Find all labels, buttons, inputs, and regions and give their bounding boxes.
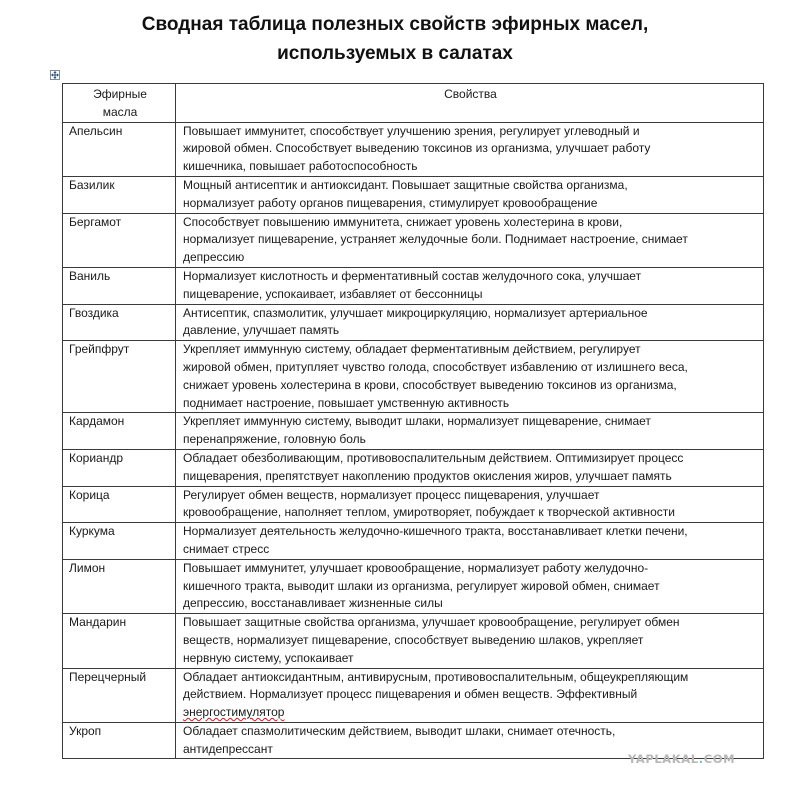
- properties-line: Повышает иммунитет, улучшает кровообращение, нормализует работу желудочно-: [183, 560, 649, 575]
- properties-line: кишечного тракта, выводит шлаки из организма, регулирует жировой обмен, снимает: [183, 578, 660, 593]
- properties-line: кишечника, повышает работоспособность: [183, 159, 418, 174]
- properties-line: давление, улучшает память: [183, 323, 340, 338]
- properties-line: нервную систему, успокаивает: [183, 650, 354, 665]
- properties-line: Антисептик, спазмолитик, улучшает микроциркуляцию, нормализует артериальное: [183, 305, 648, 320]
- watermark-text-2: COM: [703, 752, 736, 766]
- oil-name-cell: [63, 722, 176, 759]
- properties-line: жировой обмен. Способствует выведению токсинов из организма, улучшает работу: [183, 141, 651, 156]
- oil-name: Корица: [69, 487, 110, 502]
- oil-name-cell: [63, 176, 176, 213]
- properties-line: антидепрессант: [183, 741, 273, 756]
- properties-line: действием. Нормализует процесс пищеварения и обмен веществ. Эффективный: [183, 687, 638, 702]
- properties-line: Мощный антисептик и антиоксидант. Повышает защитные свойства организма,: [183, 177, 628, 192]
- properties-cell: [176, 176, 764, 213]
- oil-name-cell: [63, 122, 176, 176]
- table-row: [63, 668, 764, 722]
- properties-cell: [176, 413, 764, 450]
- oil-name: Базилик: [69, 177, 115, 192]
- properties-line: [183, 704, 755, 722]
- oil-name: Гвоздика: [69, 305, 119, 320]
- properties-line: Способствует повышению иммунитета, снижает уровень холестерина в крови,: [183, 214, 623, 229]
- properties-line: Повышает иммунитет, способствует улучшению зрения, регулирует углеводный и: [183, 123, 640, 138]
- table-row: [63, 486, 764, 523]
- properties-cell: [176, 668, 764, 722]
- table-row: [63, 304, 764, 341]
- properties-cell: [176, 213, 764, 267]
- properties-cell: [176, 122, 764, 176]
- properties-line: Укрепляет иммунную систему, обладает ферментативным действием, регулирует: [183, 342, 641, 357]
- properties-line: Повышает защитные свойства организма, улучшает кровообращение, регулирует обмен: [183, 615, 680, 630]
- table-row: [63, 449, 764, 486]
- oil-name: Бергамот: [69, 214, 122, 229]
- properties-line: кровообращение, наполняет теплом, умиротворяет, побуждает к творческой активности: [183, 505, 675, 520]
- header-oils-line-2: масла: [102, 104, 138, 119]
- properties-cell: [176, 614, 764, 668]
- properties-line: депрессию, восстанавливает жизненные силы: [183, 596, 443, 611]
- table-row: [63, 559, 764, 613]
- properties-line: пищеварения, препятствует накоплению продуктов окисления жиров, улучшает память: [183, 468, 672, 483]
- properties-line: Укрепляет иммунную систему, выводит шлаки, нормализует пищеварение, снимает: [183, 414, 651, 429]
- properties-line: Нормализует кислотность и ферментативный состав желудочного сока, улучшает: [183, 268, 642, 283]
- table-row: [63, 213, 764, 267]
- oil-name-cell: [63, 213, 176, 267]
- oil-name-cell: [63, 413, 176, 450]
- oil-name-cell: [63, 668, 176, 722]
- header-properties: Свойства: [176, 84, 764, 123]
- table-move-handle-icon[interactable]: [50, 70, 60, 80]
- properties-line: Обладает антиоксидантным, антивирусным, противовоспалительным, общеукрепляющим: [183, 669, 689, 684]
- properties-line: снимает стресс: [183, 541, 270, 556]
- page-title: [0, 10, 790, 68]
- watermark: [628, 752, 735, 766]
- watermark-dot: .: [698, 752, 704, 766]
- properties-line: Нормализует деятельность желудочно-кишечного тракта, восстанавливает клетки печени,: [183, 524, 688, 539]
- properties-line: Обладает спазмолитическим действием, выводит шлаки, снимает отечность,: [183, 723, 616, 738]
- oil-name: Апельсин: [69, 123, 123, 138]
- oil-name-cell: [63, 614, 176, 668]
- oil-name: Укроп: [69, 723, 102, 738]
- table-row: [63, 176, 764, 213]
- header-oils: [63, 84, 176, 123]
- properties-cell: [176, 267, 764, 304]
- oil-name-cell: [63, 523, 176, 560]
- properties-line: нормализует работу органов пищеварения, стимулирует кровообращение: [183, 195, 598, 210]
- oil-name: Кориандр: [69, 450, 124, 465]
- oil-name: Ваниль: [69, 268, 111, 283]
- oil-name-cell: [63, 267, 176, 304]
- properties-line: жировой обмен, притупляет чувство голода, способствует избавлению от излишнего веса,: [183, 359, 688, 374]
- oil-name: Перецчерный: [69, 669, 147, 684]
- table-row: [63, 122, 764, 176]
- watermark-text-1: YAPLAKAL: [628, 752, 699, 766]
- table-row: [63, 614, 764, 668]
- oil-name: Грейпфрут: [69, 342, 130, 357]
- essential-oils-table: [62, 83, 764, 759]
- properties-cell: [176, 523, 764, 560]
- properties-cell: [176, 486, 764, 523]
- properties-cell: [176, 304, 764, 341]
- properties-cell: [176, 449, 764, 486]
- properties-line: перенапряжение, головную боль: [183, 432, 366, 447]
- oil-name-cell: [63, 341, 176, 413]
- oil-name-cell: [63, 304, 176, 341]
- oil-name: Кардамон: [69, 414, 125, 429]
- table-header-row: [63, 84, 764, 123]
- properties-cell: [176, 341, 764, 413]
- title-line-1: Сводная таблица полезных свойств эфирных масел,: [141, 14, 649, 35]
- header-oils-line-1: Эфирные: [93, 87, 147, 101]
- properties-line: нормализует пищеварение, устраняет желудочные боли. Поднимает настроение, снимает: [183, 232, 688, 247]
- table-row: [63, 523, 764, 560]
- oil-name: Лимон: [69, 560, 106, 575]
- oil-name-cell: [63, 486, 176, 523]
- oil-name: Куркума: [69, 524, 115, 539]
- table-row: [63, 267, 764, 304]
- oil-name-cell: [63, 449, 176, 486]
- table-row: [63, 341, 764, 413]
- properties-line: депрессию: [183, 250, 245, 265]
- properties-cell: [176, 559, 764, 613]
- table-row: [63, 413, 764, 450]
- oil-name: Мандарин: [69, 615, 127, 630]
- properties-line: веществ, нормализует пищеварение, способствует выведению шлаков, укрепляет: [183, 632, 644, 647]
- oil-name-cell: [63, 559, 176, 613]
- properties-line: пищеварение, успокаивает, избавляет от бессонницы: [183, 286, 483, 301]
- properties-line: снижает уровень холестерина в крови, способствует выведению токсинов из организма,: [183, 377, 677, 392]
- properties-line: Регулирует обмен веществ, нормализует процесс пищеварения, улучшает: [183, 487, 600, 502]
- properties-line: поднимает настроение, повышает умственную активность: [183, 395, 510, 410]
- properties-line: Обладает обезболивающим, противовоспалительным действием. Оптимизирует процесс: [183, 450, 684, 465]
- title-line-2: используемых в салатах: [277, 43, 513, 64]
- spellcheck-marked-text: энергостимулятор: [183, 705, 285, 720]
